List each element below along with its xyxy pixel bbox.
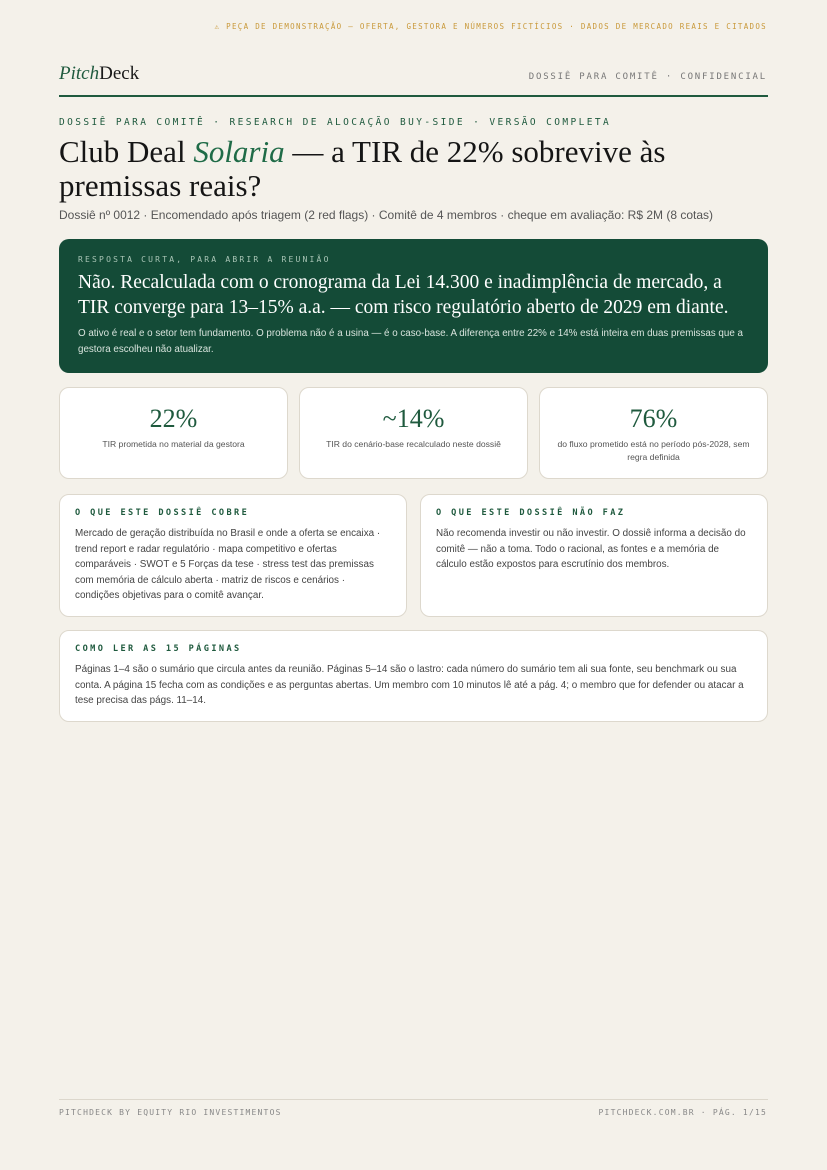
footer-divider <box>59 1099 768 1100</box>
stat-card-post-2028-flow <box>539 387 768 479</box>
stat-value: 76% <box>629 404 678 433</box>
stat-label: do fluxo prometido está no período pós-2028, sem regra definida <box>557 439 750 462</box>
demo-disclaimer-banner: ⚠ PEÇA DE DEMONSTRAÇÃO — OFERTA, GESTORA E NÚMEROS FICTÍCIOS · DADOS DE MERCADO REAIS E CITADOS <box>214 22 767 31</box>
title-suffix: — a TIR de 22% sobrevive às premissas reais? <box>59 134 666 203</box>
short-answer-main: Não. Recalculada com o cronograma da Lei 14.300 e inadimplência de mercado, a TIR converge para 13–15% a.a. — com risco regulatório aberto de 2029 em diante. <box>78 272 729 318</box>
stat-label: TIR prometida no material da gestora <box>102 439 245 449</box>
header-divider <box>59 95 768 97</box>
card-body: Mercado de geração distribuída no Brasil e onde a oferta se encaixa · trend report e radar regulatório · mapa competitivo e ofertas comparáveis · SWOT e 5 Forças da tese · stress test das premissas com memória de cálculo aberta · matriz de riscos e cenários · condições objetivas para o comitê avançar. <box>75 528 381 601</box>
card-title: O QUE ESTE DOSSIÊ COBRE <box>75 508 250 518</box>
stat-value: 22% <box>149 404 198 433</box>
brand-logo-part2: Deck <box>99 63 140 84</box>
title-accent: Solaria <box>193 134 285 169</box>
reading-guide-card <box>59 630 768 722</box>
page-subtitle: Dossiê nº 0012 · Encomendado após triagem (2 red flags) · Comitê de 4 membros · cheque em avaliação: R$ 2M (8 cotas) <box>59 208 714 222</box>
card-title: COMO LER AS 15 PÁGINAS <box>75 644 242 654</box>
card-body: Páginas 1–4 são o sumário que circula antes da reunião. Páginas 5–14 são o lastro: cada número do sumário tem ali sua fonte, seu benchmark ou sua conta. A página 15 fecha com as condições e as perguntas abertas. Um membro com 10 minutos lê até a pág. 4; o membro que for defender ou atacar a tese precisa das págs. 11–14. <box>75 664 744 706</box>
title-prefix: Club Deal <box>59 134 194 169</box>
document-eyebrow: DOSSIÊ PARA COMITÊ · RESEARCH DE ALOCAÇÃO BUY-SIDE · VERSÃO COMPLETA <box>59 117 612 128</box>
stat-card-promised-irr <box>59 387 288 479</box>
header-confidential-label: DOSSIÊ PARA COMITÊ · CONFIDENCIAL <box>528 72 767 82</box>
scope-card-covers <box>59 494 407 617</box>
footer-company: PITCHDECK BY EQUITY RIO INVESTIMENTOS <box>59 1108 282 1117</box>
stat-label: TIR do cenário-base recalculado neste dossiê <box>326 439 501 449</box>
short-answer-detail: O ativo é real e o setor tem fundamento. O problema não é a usina — é o caso-base. A diferença entre 22% e 14% está inteira em duas premissas que a gestora escolheu não atualizar. <box>78 328 743 355</box>
short-answer-panel <box>59 239 768 373</box>
scope-card-does-not <box>420 494 768 617</box>
brand-logo-part1: Pitch <box>59 63 100 84</box>
stat-card-recalculated-irr <box>299 387 528 479</box>
brand-logo <box>59 63 139 85</box>
short-answer-label: RESPOSTA CURTA, PARA ABRIR A REUNIÃO <box>78 255 331 264</box>
card-title: O QUE ESTE DOSSIÊ NÃO FAZ <box>436 508 626 518</box>
card-body: Não recomenda investir ou não investir. O dossiê informa a decisão do comitê — não a toma. Todo o racional, as fontes e a memória de cálculo estão expostos para escrutínio dos membros. <box>436 528 746 570</box>
footer-page-number: PITCHDECK.COM.BR · PÁG. 1/15 <box>598 1108 767 1117</box>
stat-value: ~14% <box>382 404 445 433</box>
page-title <box>59 135 779 203</box>
